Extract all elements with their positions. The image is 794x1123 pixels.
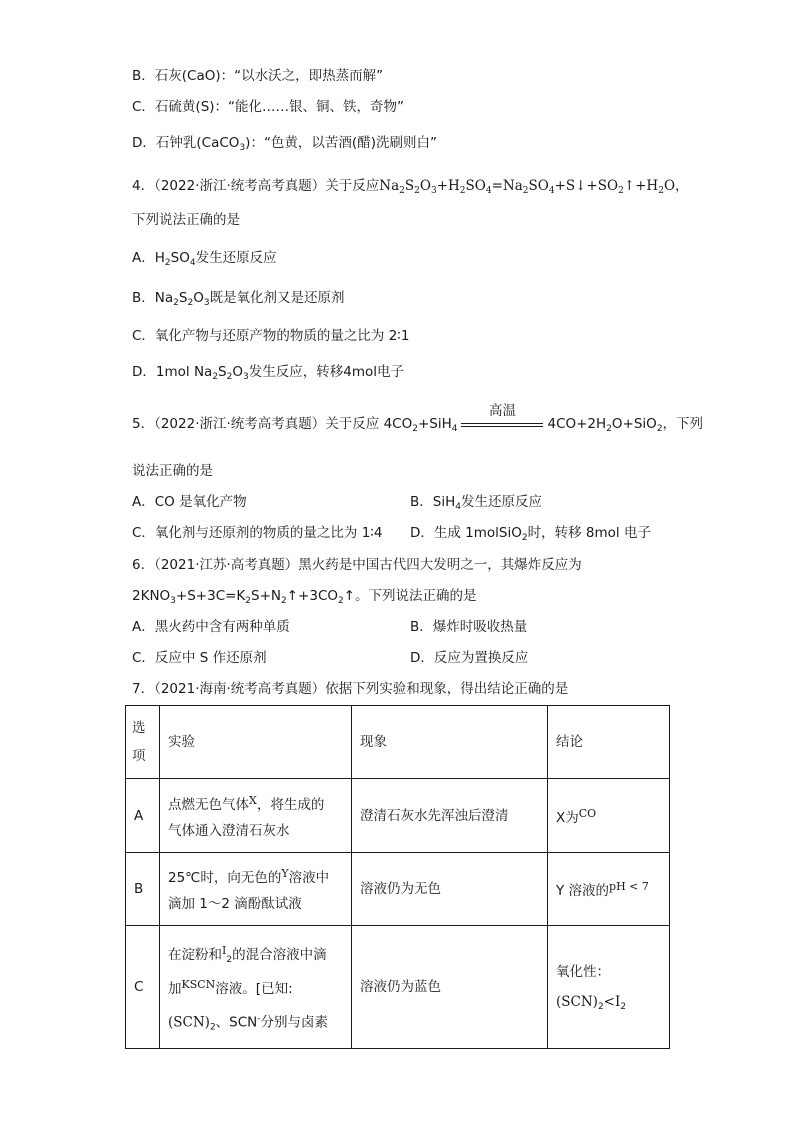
- header-option-char: 项: [132, 748, 146, 764]
- q4-option-a: A．$H_2SO_4$发生还原反应: [132, 250, 277, 268]
- row-option-label: A: [126, 779, 160, 853]
- q5-option-d: D．生成 1molSiO$_2$时，转移 8mol 电子: [410, 525, 651, 543]
- reaction-condition: 高温: [488, 403, 516, 419]
- reaction-condition-arrow: [459, 403, 545, 434]
- row-phenomenon: 溶液仍为蓝色: [352, 926, 548, 1049]
- row-experiment: 25℃时，向无色的$^Y$溶液中 滴加 1～2 滴酚酞试液: [160, 853, 352, 926]
- equation-part: O，: [663, 178, 689, 194]
- equation-part: =Na: [491, 178, 523, 194]
- equation-part: SO: [528, 178, 549, 194]
- q3-option-c: C．石硫黄(S)：“能化……银、铜、铁，奇物”: [132, 99, 405, 115]
- row-conclusion: Y 溶液的$^{pH < 7}$: [548, 853, 670, 926]
- row-phenomenon: 澄清石灰水先浑浊后澄清: [352, 779, 548, 853]
- equation-part: +S↓+SO: [554, 178, 619, 194]
- equation-subscript: 2: [658, 186, 664, 196]
- row-conclusion: X为$^{CO}$: [548, 779, 670, 853]
- row-experiment: 点燃无色气体$^X$，将生成的 气体通入澄清石灰水: [160, 779, 352, 853]
- q7-table: [125, 705, 670, 1049]
- row-option-label: B: [126, 853, 160, 926]
- q4-equation: [379, 178, 688, 194]
- equation-subscript: 2: [618, 186, 624, 196]
- q4-option-b: B．$Na_2S_2O_3$既是氧化剂又是还原剂: [132, 290, 345, 308]
- q6-stem: 6．（2021·江苏·高考真题）黑火药是中国古代四大发明之一，其爆炸反应为: [132, 557, 582, 573]
- equation-part: +H: [436, 178, 460, 194]
- header-experiment: 实验: [160, 706, 352, 779]
- equation-part: SO: [465, 178, 486, 194]
- q7-stem: 7．（2021·海南·统考高考真题）依据下列实验和现象，得出结论正确的是: [132, 681, 569, 697]
- row-conclusion: 氧化性： $(SCN)_2<I_2$: [548, 926, 670, 1049]
- table-row: [126, 853, 670, 926]
- q6-option-d: D．反应为置换反应: [410, 650, 529, 666]
- q6-equation: $2KNO_3+S+3C=K_2S+N_2↑+3CO_2↑$。下列说法正确的是: [132, 588, 477, 606]
- q5-option-c: C．氧化剂与还原剂的物质的量之比为 1∶4: [132, 525, 383, 541]
- q5-option-a: A．CO 是氧化产物: [132, 494, 247, 510]
- q6-option-a: A．黑火药中含有两种单质: [132, 619, 290, 635]
- equation-subscript: 2: [522, 186, 529, 196]
- equation-part: Na: [379, 178, 400, 194]
- row-option-label: C: [126, 926, 160, 1049]
- q4-stem: 4．（2022·浙江·统考高考真题）关于反应$Na_2S_2O_3+H_2SO_4=Na_2SO_4+S↓+SO_2↑+H_2O$，: [132, 178, 689, 196]
- equation-part: ↑+H: [623, 178, 659, 194]
- row-phenomenon: 溶液仍为无色: [352, 853, 548, 926]
- header-option: [126, 706, 160, 779]
- header-option-char: 选: [132, 720, 146, 736]
- table-row: [126, 779, 670, 853]
- q3-option-d: D．石钟乳(CaCO$_3$)：“色黄，以苦酒(醋)洗刷则白”: [132, 135, 437, 153]
- header-option-text: [132, 720, 146, 764]
- q5-stem-line2: 说法正确的是: [132, 463, 213, 479]
- table-row: [126, 926, 670, 1049]
- q6-option-b: B．爆炸时吸收热量: [410, 619, 528, 635]
- q4-stem-line2: 下列说法正确的是: [132, 212, 240, 228]
- equation-subscript: 4: [485, 186, 492, 196]
- equation-subscript: 2: [414, 186, 420, 196]
- table-header-row: [126, 706, 670, 779]
- q3-option-b: B．石灰(CaO)：“以水沃之，即热蒸而解”: [132, 68, 384, 84]
- equation-part: O: [419, 178, 431, 194]
- q4-option-c: C．氧化产物与还原产物的物质的量之比为 2∶1: [132, 328, 410, 344]
- header-conclusion: 结论: [548, 706, 670, 779]
- header-phenomenon: 现象: [352, 706, 548, 779]
- equation-subscript: 4: [548, 186, 555, 196]
- q5-stem: 5．（2022·浙江·统考高考真题）关于反应 $4CO_2+SiH_4$ 高温 $4CO+2H_2O+SiO_2$，下列: [132, 403, 704, 434]
- q6-option-c: C．反应中 S 作还原剂: [132, 650, 267, 666]
- q5-option-b: B．SiH$_4$发生还原反应: [410, 494, 542, 512]
- equation-subscript: 2: [399, 186, 405, 196]
- q4-option-d: D．1mol $Na_2S_2O_3$发生反应，转移4mol电子: [132, 364, 404, 382]
- row-experiment: 在淀粉和$^I_2$的混合溶液中滴 加$^{KSCN}$溶液。[已知: $(SCN)_2$、SCN-分别与卤素: [160, 926, 352, 1049]
- equation-subscript: 2: [459, 186, 466, 196]
- equation-part: S: [404, 178, 415, 194]
- equation-subscript: 3: [430, 186, 437, 196]
